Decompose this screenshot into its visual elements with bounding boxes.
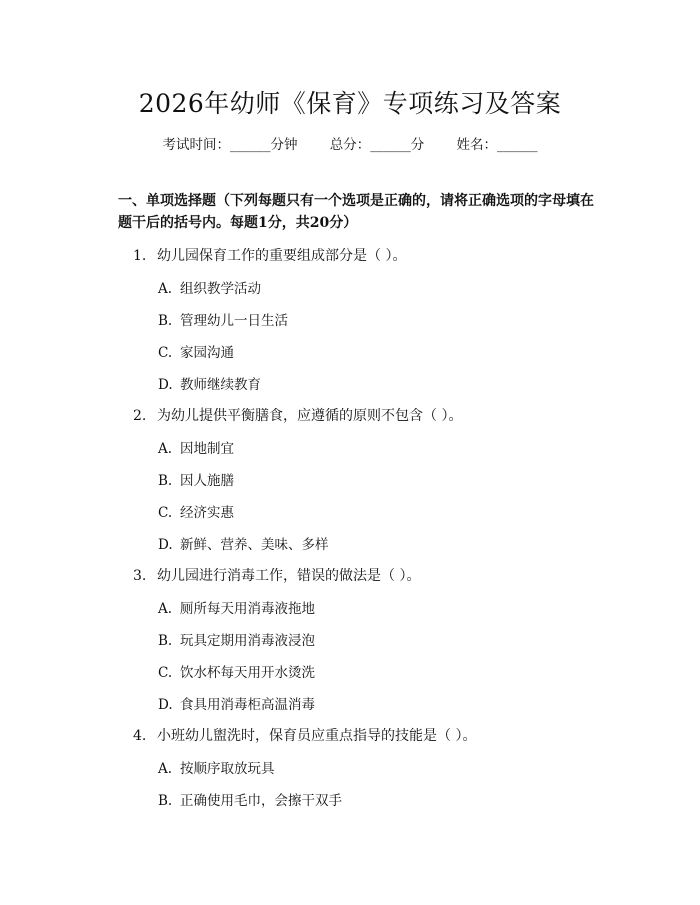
question-text: 幼儿园保育工作的重要组成部分是（ ）。 bbox=[157, 248, 407, 264]
option-3b bbox=[158, 629, 315, 649]
option-letter: A. bbox=[158, 761, 173, 777]
page-title: 2026年幼师《保育》专项练习及答案 bbox=[138, 89, 562, 118]
option-letter: C. bbox=[158, 505, 173, 521]
option-text: 玩具定期用消毒液浸泡 bbox=[180, 633, 315, 649]
option-3c bbox=[158, 661, 315, 681]
question-text: 为幼儿提供平衡膳食，应遵循的原则不包含（ ）。 bbox=[157, 408, 463, 424]
option-letter: D. bbox=[158, 377, 173, 393]
option-text: 正确使用毛巾，会擦干双手 bbox=[180, 793, 342, 809]
option-2b bbox=[158, 469, 234, 489]
option-letter: B. bbox=[158, 313, 173, 329]
option-text: 组织教学活动 bbox=[180, 281, 261, 297]
option-text: 经济实惠 bbox=[180, 505, 234, 521]
option-text: 家园沟通 bbox=[180, 345, 234, 361]
option-1c bbox=[158, 341, 234, 361]
question-number: 1. bbox=[133, 248, 147, 264]
question-text: 幼儿园进行消毒工作，错误的做法是（ ）。 bbox=[157, 568, 421, 584]
exam-time-field: 考试时间：______分钟 bbox=[162, 137, 298, 153]
option-letter: C. bbox=[158, 345, 173, 361]
option-3a bbox=[158, 597, 315, 617]
option-1b bbox=[158, 309, 288, 329]
question-1 bbox=[133, 245, 406, 265]
question-3 bbox=[133, 565, 420, 585]
option-2d bbox=[158, 533, 329, 553]
question-number: 2. bbox=[133, 408, 147, 424]
option-2c bbox=[158, 501, 234, 521]
total-score-field: 总分：______分 bbox=[329, 137, 425, 153]
option-letter: C. bbox=[158, 665, 173, 681]
option-1a bbox=[158, 277, 261, 297]
option-4b bbox=[158, 789, 342, 809]
option-3d bbox=[158, 693, 315, 713]
option-text: 管理幼儿一日生活 bbox=[180, 313, 288, 329]
option-text: 教师继续教育 bbox=[180, 377, 261, 393]
option-2a bbox=[158, 437, 234, 457]
option-text: 厕所每天用消毒液拖地 bbox=[180, 601, 315, 617]
option-4a bbox=[158, 757, 275, 777]
option-text: 因地制宜 bbox=[180, 441, 234, 457]
option-letter: B. bbox=[158, 473, 173, 489]
option-text: 因人施膳 bbox=[180, 473, 234, 489]
option-letter: D. bbox=[158, 697, 173, 713]
option-text: 食具用消毒柜高温消毒 bbox=[180, 697, 315, 713]
exam-info-line bbox=[0, 133, 700, 153]
option-text: 饮水杯每天用开水烫洗 bbox=[180, 665, 315, 681]
question-2 bbox=[133, 405, 462, 425]
option-1d bbox=[158, 373, 261, 393]
name-field: 姓名：______ bbox=[456, 137, 538, 153]
option-letter: A. bbox=[158, 601, 173, 617]
option-letter: A. bbox=[158, 281, 173, 297]
section-heading: 一、单项选择题（下列每题只有一个选项是正确的，请将正确选项的字母填在题干后的括号内。每题1分，共20分） bbox=[118, 193, 594, 231]
option-letter: D. bbox=[158, 537, 173, 553]
option-letter: B. bbox=[158, 793, 173, 809]
question-4 bbox=[133, 725, 476, 745]
question-text: 小班幼儿盥洗时，保育员应重点指导的技能是（ ）。 bbox=[157, 728, 477, 744]
question-number: 4. bbox=[133, 728, 147, 744]
question-number: 3. bbox=[133, 568, 147, 584]
option-text: 新鲜、营养、美味、多样 bbox=[180, 537, 329, 553]
option-letter: B. bbox=[158, 633, 173, 649]
option-text: 按顺序取放玩具 bbox=[180, 761, 275, 777]
option-letter: A. bbox=[158, 441, 173, 457]
